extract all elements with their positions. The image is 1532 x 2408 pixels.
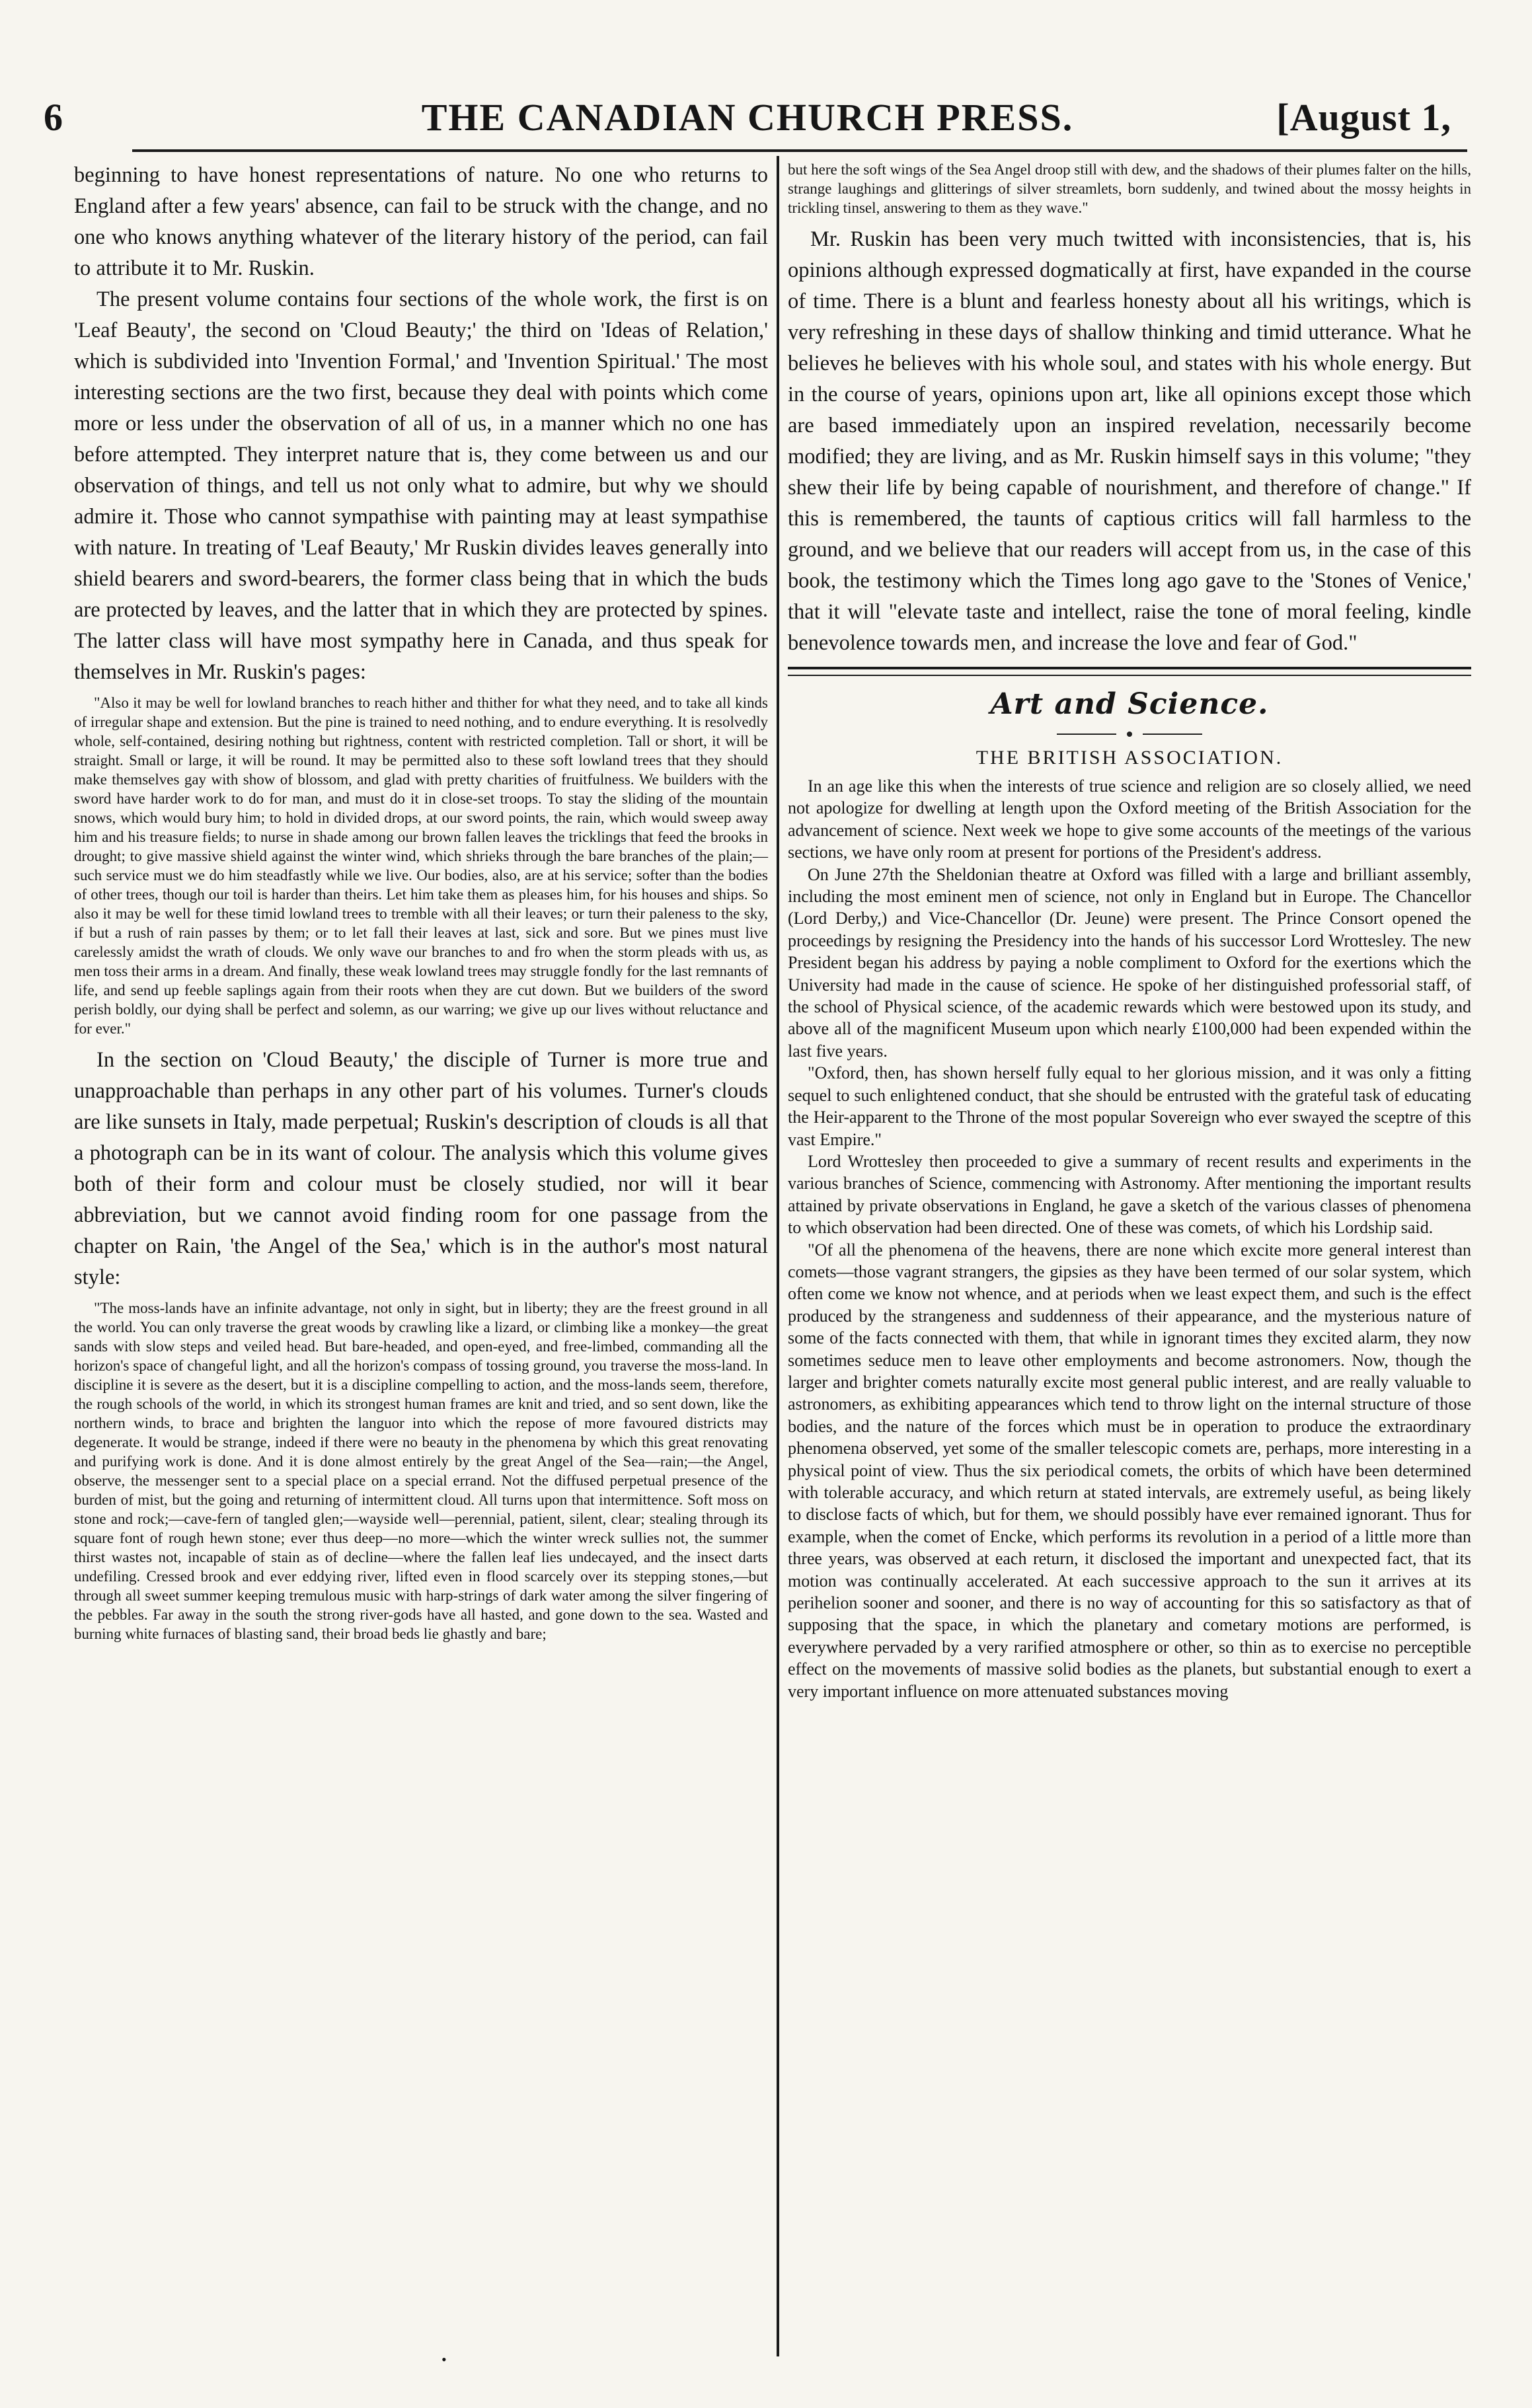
ornament-divider	[1057, 730, 1202, 738]
section-heading: Art and Science.	[990, 687, 1269, 721]
page-number: 6	[44, 96, 63, 139]
issue-date: [August 1,	[1276, 96, 1451, 139]
right-column	[788, 160, 1471, 1702]
masthead	[44, 91, 1451, 144]
article-paragraph: "Oxford, then, has shown herself fully equal to her glorious mission, and it was only a fitting sequel to such enlightened conduct, that she should be entrusted with the grateful task of educating the Heir-apparent to the Throne of the most popular Sovereign who ever swayed the sceptre of this vast Empire."	[788, 1063, 1471, 1149]
article-paragraph: Lord Wrottesley then proceeded to give a summary of recent results and experiments in the various branches of Science, commencing with Astronomy. After mentioning the important results attained by private observations in England, he gave a sketch of the various classes of phenomena to which observation had been directed. One of these was comets, of which his Lordship said.	[788, 1151, 1471, 1238]
block-quote: "Also it may be well for lowland branches to reach hither and thither for what they need, and to take all kinds of irregular shape and extension. But the pine is trained to need nothing, and to endure everything. It is resolvedly whole, self-contained, desiring nothing but rightness, content with restricted completion. Tall or short, it will be straight. Small or large, it will be round. It may be permitted also to these soft lowland trees that they should make themselves gay with show of blossom, and glad with pretty charities of fruitfulness. We builders with the sword have harder work to do for man, and must do it in close-set troops. To stay the sliding of the mountain snows, which would bury him; to hold in divided drops, at our sword points, the rain, which would sweep away him and his treasure fields; to nurse in shade among our brown fallen leaves the tricklings that feed the brooks in drought; to give massive shield against the winter wind, which shrieks through the bare branches of the plain;—such service must we do him steadfastly while we live. Our bodies, also, are at his service; softer than the bodies of other trees, though our toil is harder than theirs. Let him take them as pleases him, for his houses and ships. So also it may be well for these timid lowland trees to tremble with all their leaves; or turn their paleness to the sky, if but a rush of rain passes by them; or to let fall their leaves at last, sick and sore. But we pines must live carelessly amidst the wrath of clouds. We only wave our branches to and fro when the storm pleads with us, as men toss their arms in a dream. And finally, these weak lowland trees may struggle fondly for the last remnants of life, and send up feeble saplings again from their roots when they are cut down. But we builders of the sword perish boldly, our dying shall be perfect and solemn, as our warring; we give up our lives without reluctance and for ever."	[74, 695, 768, 1037]
article-title: THE BRITISH ASSOCIATION.	[976, 747, 1283, 769]
block-quote: "The moss-lands have an infinite advantage, not only in sight, but in liberty; they are the freest ground in all the world. You can only traverse the great woods by crawling like a lizard, or climbing like a monkey—the great sands with slow steps and veiled head. But bare-headed, and open-eyed, and free-limbed, commanding all the horizon's space of changeful light, and all the horizon's compass of tossing ground, you traverse the moss-land. In discipline it is severe as the desert, but it is a discipline compelling to action, and the moss-lands seem, therefore, the rough schools of the world, in which its strongest human frames are knit and tried, and so sent down, like the northern winds, to brace and brighten the languor into which the repose of more favoured districts may degenerate. It would be strange, indeed if there were no beauty in the phenomena by which this great renovating and purifying work is done. And it is done almost entirely by the great Angel of the Sea—rain;—the Angel, observe, the messenger sent to a special place on a special errand. Not the diffused perpetual presence of the burden of mist, but the going and returning of intermittent cloud. All turns upon that intermittence. Soft moss on stone and rock;—cave-fern of tangled glen;—wayside well—perennial, patient, silent, clear; stealing through its square font of rough hewn stone; ever thus deep—no more—which the winter wreck sullies not, the summer thirst wastes not, incapable of stain as of decline—where the fallen leaf lies undecayed, and the insect darts undefiling. Cressed brook and ever eddying river, lifted even in flood scarcely over its stepping stones,—but through all sweet summer keeping tremulous music with harp-strings of dark water among the silver fingering of the pebbles. Far away in the south the strong river-gods have all hasted, and gone down to the sea. Wasted and burning white furnaces of blasting sand, their broad beds lie ghastly and bare;	[74, 1300, 768, 1642]
block-quote-continued: but here the soft wings of the Sea Angel droop still with dew, and the shadows of their plumes falter on the hills, strange laughings and glitterings of silver streamlets, born suddenly, and twined about the mossy heights in trickling tinsel, answering to them as they wave."	[788, 161, 1471, 216]
section-rule	[788, 667, 1471, 669]
left-column	[74, 160, 768, 1650]
column-divider	[777, 156, 779, 2356]
article-paragraph: Mr. Ruskin has been very much twitted with inconsistencies, that is, his opinions although expressed dogmatically at first, have expanded in the course of time. There is a blunt and fearless honesty about all his writings, which is very refreshing in these days of shallow thinking and timid utterance. What he believes he believes with his whole soul, and states with his whole energy. But in the course of years, opinions upon art, like all opinions except those which are based immediately upon an inspired revelation, necessarily become modified; they are living, and as Mr. Ruskin himself says in this volume; "they shew their life by being capable of nourishment, and therefore of change." If this is remembered, the taunts of captious critics will fall harmless to the ground, and we believe that our readers will accept from us, in the case of this book, the testimony which the Times long ago gave to the 'Stones of Venice,' that it will "elevate taste and intellect, raise the tone of moral feeling, kindle benevolence towards men, and increase the love and fear of God."	[788, 227, 1471, 655]
article-paragraph: "Of all the phenomena of the heavens, there are none which excite more general interest than comets—those vagrant strangers, the gipsies as they have been termed of our solar system, which often come we know not whence, and at periods when we least expect them, and such is the effect produced by the strangeness and suddenness of their appearance, and the mysterious nature of some of the facts connected with them, that while in ignorant times they excited alarm, they now sometimes seduce men to leave other employments and become astronomers. Now, though the larger and brighter comets naturally excite most general public interest, and are really valuable to astronomers, as exhibiting appearances which tend to throw light on the internal structure of those bodies, and the nature of the forces which must be in operation to produce the extraordinary phenomena observed, yet some of the smaller telescopic comets are, perhaps, more interesting in a physical point of view. Thus the six periodical comets, the orbits of which have been determined with tolerable accuracy, and which return at stated intervals, are extremely useful, as being likely to disclose facts of which, but for them, we should possibly have ever remained ignorant. Thus for example, when the comet of Encke, which performs its revolution in a period of a little more than three years, was observed at each return, it disclosed the important and unexpected fact, that its motion was continually accelerated. At each successive approach to the sun it arrives at its perihelion sooner and sooner, and there is no way of accounting for this so satisfactory as that of supposing that the space, in which the planetary and cometary motions are performed, is everywhere pervaded by a very rarified atmosphere or other, so thin as to exercise no perceptible effect on the movements of massive solid bodies as the planets, but substantial enough to exert a very important influence on more attenuated substances moving	[788, 1240, 1471, 1701]
article-paragraph: The present volume contains four sections of the whole work, the first is on 'Leaf Beauty', the second on 'Cloud Beauty;' the third on 'Ideas of Relation,' which is subdivided into 'Invention Formal,' and 'Invention Spiritual.' The most interesting sections are the two first, because they deal with points which come more or less under the observation of all of us, in a manner which no one has before attempted. They interpret nature that is, they come between us and our observation of things, and tell us not only what to admire, but why we should admire it. Those who cannot sympathise with painting may at least sympathise with nature. In treating of 'Leaf Beauty,' Mr Ruskin divides leaves generally into shield bearers and sword-bearers, the former class being that in which the buds are protected by leaves, and the latter that in which they are protected by spines. The latter class will have most sympathy here in Canada, and thus speak for themselves in Mr. Ruskin's pages:	[74, 287, 768, 684]
article-paragraph: In the section on 'Cloud Beauty,' the disciple of Turner is more true and unapproachable than perhaps in any other part of his volumes. Turner's clouds are like sunsets in Italy, made perpetual; Ruskin's description of clouds is all that a photograph can be in its want of colour. The analysis which this volume gives both of their form and colour must be closely studied, nor will it bear abbreviation, but we cannot avoid finding room for one passage from the chapter on Rain, 'the Angel of the Sea,' which is in the author's most natural style:	[74, 1048, 768, 1289]
section-rule-thin	[788, 675, 1471, 676]
newspaper-title: THE CANADIAN CHURCH PRESS.	[421, 96, 1074, 139]
article-paragraph: beginning to have honest representations of nature. No one who returns to England after a few years' absence, can fail to be struck with the change, and no one who knows anything whatever of the literary history of the period, can fail to attribute it to Mr. Ruskin.	[74, 163, 768, 280]
article-paragraph: On June 27th the Sheldonian theatre at Oxford was filled with a large and brilliant assembly, including the most eminent men of science, not only in England but in Europe. The Chancellor (Lord Derby,) and Vice-Chancellor (Dr. Jeune) were present. The Prince Consort opened the proceedings by resigning the Presidency into the hands of his successor Lord Wrottesley. The new President began his address by paying a noble compliment to Oxford for the exertions which the University had made in the cause of science. He spoke of her distinguished professorial staff, of the school of Physical science, of the academic rewards which were bestowed upon its study, and above all of the magnificent Museum upon which nearly £100,000 had been expended within the last five years.	[788, 864, 1471, 1061]
article-paragraph: In an age like this when the interests of true science and religion are so closely allied, we need not apologize for dwelling at length upon the Oxford meeting of the British Association for the advancement of science. Next week we hope to give some accounts of the meetings of the various sections, we have only room at present for portions of the President's address.	[788, 776, 1471, 862]
masthead-rule	[132, 149, 1467, 152]
margin-mark: •	[441, 2351, 447, 2368]
